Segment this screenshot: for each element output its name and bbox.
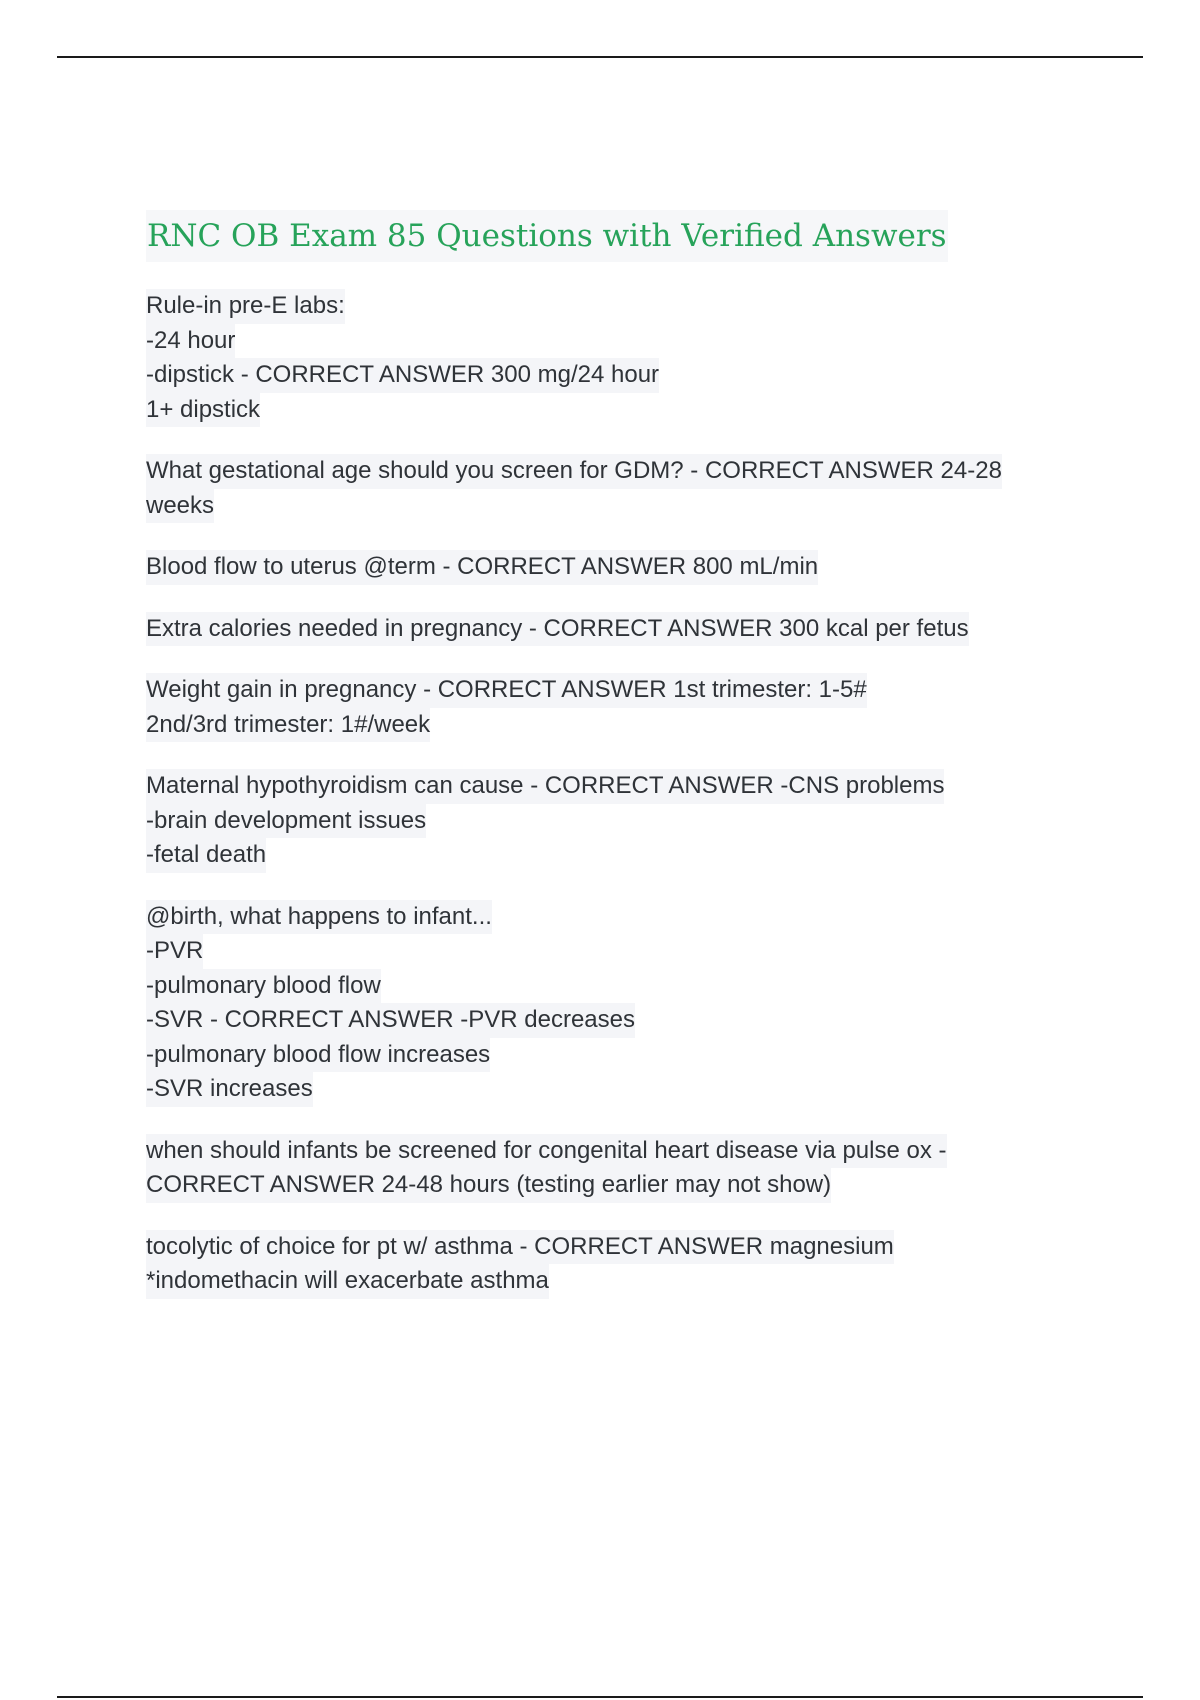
qa-line: -dipstick - CORRECT ANSWER 300 mg/24 hour [146,358,659,393]
qa-line: -brain development issues [146,804,426,839]
qa-line: *indomethacin will exacerbate asthma [146,1264,549,1299]
document-body [146,210,1046,1299]
footer-rule [57,1696,1143,1698]
qa-block [146,612,1046,647]
qa-line: -pulmonary blood flow [146,969,381,1004]
qa-line: when should infants be screened for congenital heart disease via pulse ox - [146,1134,947,1169]
qa-line: 1+ dipstick [146,393,260,428]
qa-line: -pulmonary blood flow increases [146,1038,490,1073]
qa-block [146,673,1046,742]
qa-line: -24 hour [146,324,235,359]
qa-line: Rule-in pre-E labs: [146,289,345,324]
qa-line: -fetal death [146,838,266,873]
qa-line: @birth, what happens to infant... [146,900,492,935]
header-rule [57,56,1143,58]
qa-line: Maternal hypothyroidism can cause - CORRECT ANSWER -CNS problems [146,769,944,804]
qa-block [146,289,1046,427]
qa-line: -PVR [146,934,203,969]
qa-line: What gestational age should you screen for GDM? - CORRECT ANSWER 24-28 [146,454,1002,489]
qa-block [146,1230,1046,1299]
qa-block [146,1134,1046,1203]
qa-block [146,550,1046,585]
qa-line: Weight gain in pregnancy - CORRECT ANSWER 1st trimester: 1-5# [146,673,867,708]
qa-line: -SVR increases [146,1072,313,1107]
qa-block [146,900,1046,1107]
qa-line: CORRECT ANSWER 24-48 hours (testing earlier may not show) [146,1168,831,1203]
qa-line: Blood flow to uterus @term - CORRECT ANSWER 800 mL/min [146,550,818,585]
qa-block [146,454,1046,523]
qa-line: weeks [146,489,214,524]
qa-line: -SVR - CORRECT ANSWER -PVR decreases [146,1003,635,1038]
qa-line: 2nd/3rd trimester: 1#/week [146,708,430,743]
qa-line: Extra calories needed in pregnancy - CORRECT ANSWER 300 kcal per fetus [146,612,969,647]
qa-block [146,769,1046,873]
document-title: RNC OB Exam 85 Questions with Verified Answers [146,210,948,262]
qa-line: tocolytic of choice for pt w/ asthma - CORRECT ANSWER magnesium [146,1230,894,1265]
